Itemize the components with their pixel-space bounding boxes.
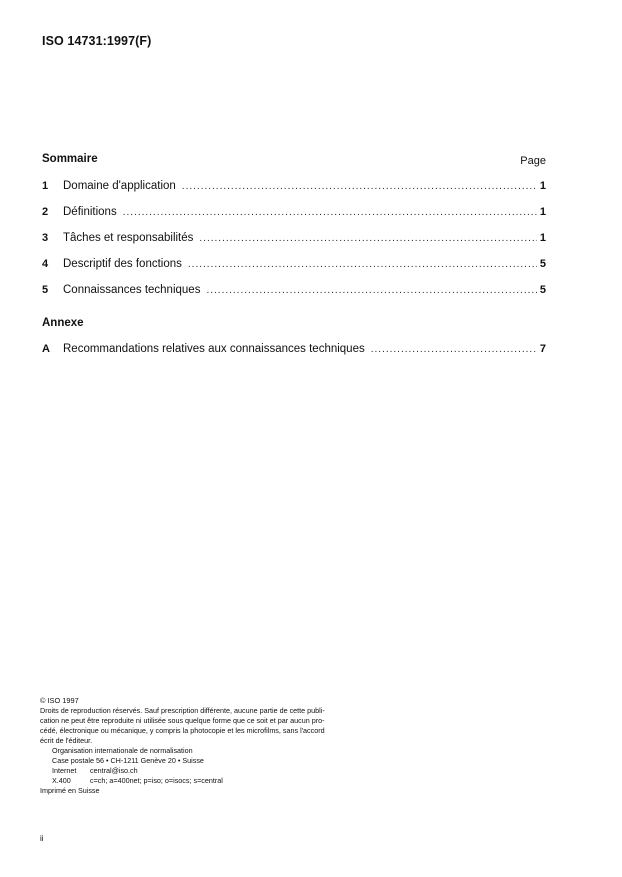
toc-entry[interactable]	[42, 180, 546, 194]
postal-address: Case postale 56 • CH-1211 Genève 20 • Suisse	[52, 756, 204, 765]
internet-label: Internet	[52, 766, 77, 775]
toc-annex-entry[interactable]	[42, 343, 546, 357]
document-id: ISO 14731:1997(F)	[42, 34, 152, 48]
toc-entry-label: Descriptif des fonctions	[63, 258, 182, 270]
toc-entry-number: 5	[42, 284, 49, 296]
toc-leader-dots	[206, 285, 536, 296]
toc-entry[interactable]	[42, 284, 546, 298]
toc-entry-label: Connaissances techniques	[63, 284, 201, 296]
page-number: ii	[40, 834, 44, 843]
rights-line: cédé, électronique ou mécanique, y compris la photocopie et les microfilms, sans l'accord	[40, 726, 325, 735]
printed-in: Imprimé en Suisse	[40, 786, 100, 795]
toc-entry-number: 1	[42, 180, 49, 192]
toc-entry-page: 1	[539, 180, 546, 192]
toc-entry-number: A	[42, 343, 50, 355]
toc-entry-page: 5	[539, 258, 546, 270]
toc-entry[interactable]	[42, 232, 546, 246]
x400-contact	[52, 776, 390, 786]
organization-name: Organisation internationale de normalisation	[52, 746, 193, 755]
toc-entry-label: Recommandations relatives aux connaissances techniques	[63, 343, 365, 355]
rights-line: Droits de reproduction réservés. Sauf prescription différente, aucune partie de cette publi-	[40, 706, 325, 715]
toc-entry-page: 1	[539, 232, 546, 244]
toc-entry-page: 1	[539, 206, 546, 218]
x400-label: X.400	[52, 776, 71, 785]
toc-entry-label: Définitions	[63, 206, 117, 218]
toc-entry[interactable]	[42, 258, 546, 272]
rights-line: cation ne peut être reproduite ni utilisée sous quelque forme que ce soit et par aucun pro-	[40, 716, 325, 725]
internet-address[interactable]: central@iso.ch	[90, 766, 138, 775]
copyright-notice: © ISO 1997	[40, 696, 79, 705]
rights-line: écrit de l'éditeur.	[40, 736, 93, 745]
toc-leader-dots	[182, 181, 537, 192]
toc-title: Sommaire	[42, 153, 98, 165]
toc-leader-dots	[188, 259, 537, 270]
toc-entry-page: 7	[539, 343, 546, 355]
copyright-block	[40, 696, 390, 796]
toc-entry[interactable]	[42, 206, 546, 220]
toc-entry-page: 5	[539, 284, 546, 296]
toc-entry-number: 2	[42, 206, 49, 218]
toc-header	[42, 153, 546, 169]
toc-entry-number: 4	[42, 258, 49, 270]
toc-page-column-header: Page	[520, 155, 546, 167]
toc-leader-dots	[371, 344, 537, 355]
toc-entry-label: Tâches et responsabilités	[63, 232, 194, 244]
toc-entry-number: 3	[42, 232, 49, 244]
toc-leader-dots	[123, 207, 537, 218]
annex-title: Annexe	[42, 317, 84, 329]
toc-leader-dots	[199, 233, 536, 244]
internet-contact	[52, 766, 390, 776]
x400-address: c=ch; a=400net; p=iso; o=isocs; s=central	[90, 776, 223, 785]
toc-entry-label: Domaine d'application	[63, 180, 176, 192]
